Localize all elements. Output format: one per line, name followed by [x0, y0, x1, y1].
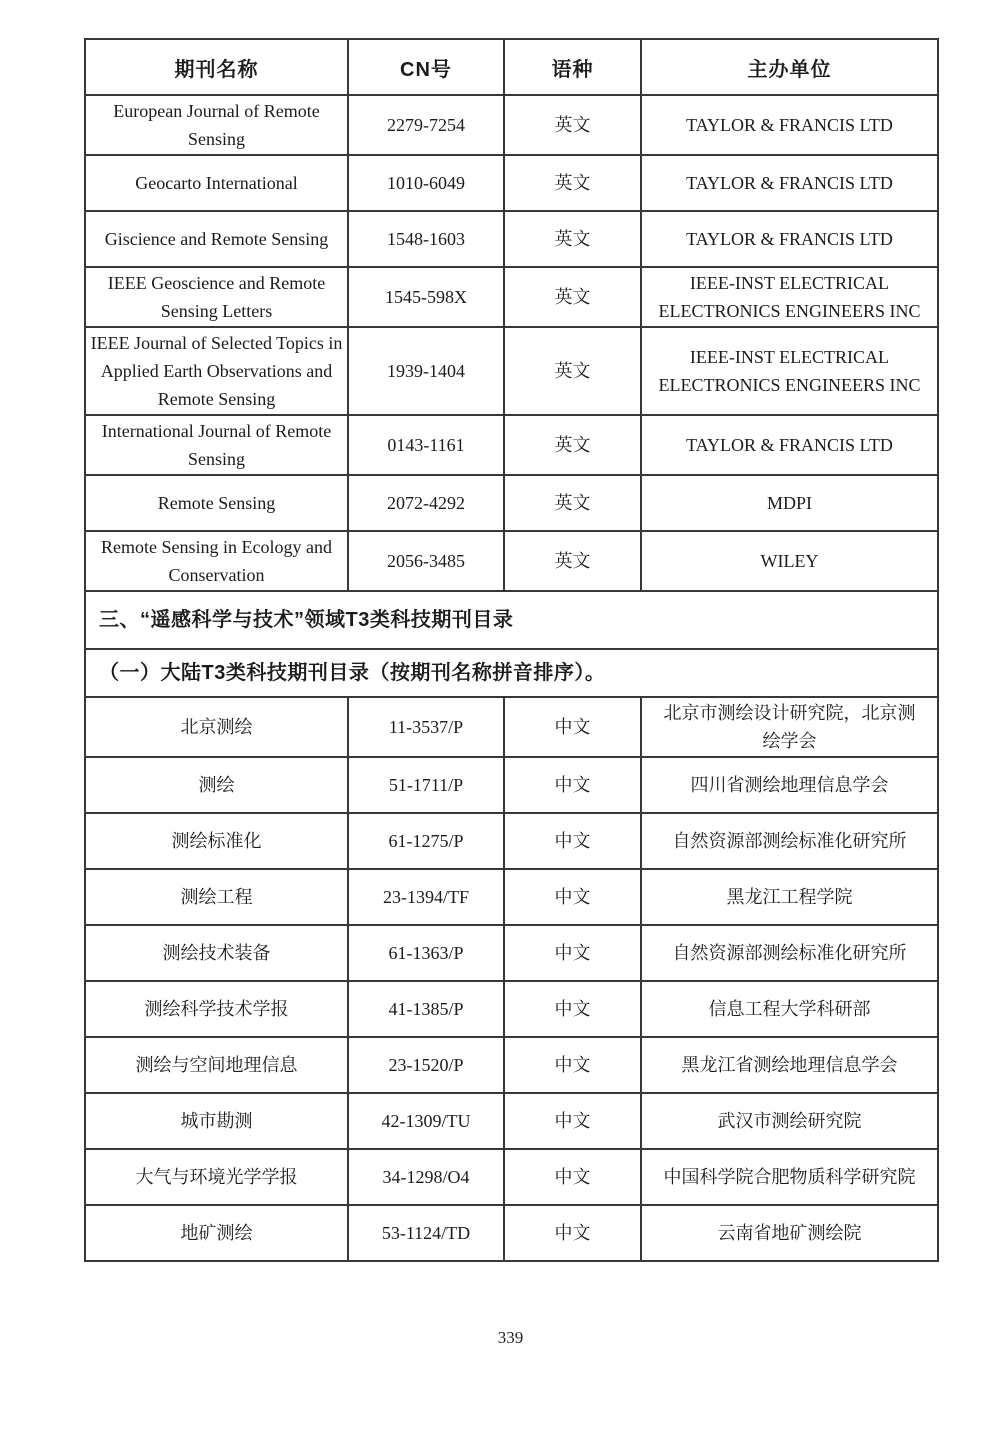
organization-cell: 自然资源部测绘标准化研究所 — [641, 813, 938, 869]
cn-number-cell: 1548-1603 — [348, 211, 504, 267]
journal-name-cell: 测绘与空间地理信息 — [85, 1037, 348, 1093]
organization-cell: 自然资源部测绘标准化研究所 — [641, 925, 938, 981]
journal-name-cell: 测绘工程 — [85, 869, 348, 925]
header-organization: 主办单位 — [641, 39, 938, 95]
journal-table-body — [85, 95, 938, 1261]
organization-cell: TAYLOR & FRANCIS LTD — [641, 95, 938, 155]
language-cell: 中文 — [504, 869, 641, 925]
cn-number-cell: 53-1124/TD — [348, 1205, 504, 1261]
organization-cell: TAYLOR & FRANCIS LTD — [641, 155, 938, 211]
header-row — [85, 39, 938, 95]
cn-number-cell: 41-1385/P — [348, 981, 504, 1037]
journal-name-cell: Remote Sensing in Ecology and Conservation — [85, 531, 348, 591]
language-cell: 中文 — [504, 697, 641, 757]
journal-name-cell: 测绘 — [85, 757, 348, 813]
organization-cell: IEEE-INST ELECTRICAL ELECTRONICS ENGINEERS INC — [641, 327, 938, 415]
section-row — [85, 591, 938, 649]
language-cell: 中文 — [504, 813, 641, 869]
language-cell: 英文 — [504, 267, 641, 327]
journal-name-cell: Remote Sensing — [85, 475, 348, 531]
organization-cell: 黑龙江省测绘地理信息学会 — [641, 1037, 938, 1093]
journal-name-cell: Giscience and Remote Sensing — [85, 211, 348, 267]
journal-name-cell: European Journal of Remote Sensing — [85, 95, 348, 155]
journal-name-cell: 城市勘测 — [85, 1093, 348, 1149]
journal-name-cell: 测绘技术装备 — [85, 925, 348, 981]
cn-number-cell: 42-1309/TU — [348, 1093, 504, 1149]
journal-name-cell: 北京测绘 — [85, 697, 348, 757]
language-cell: 英文 — [504, 211, 641, 267]
organization-cell: 黑龙江工程学院 — [641, 869, 938, 925]
table-row — [85, 531, 938, 591]
table-row — [85, 327, 938, 415]
section-row — [85, 649, 938, 697]
language-cell: 中文 — [504, 1037, 641, 1093]
language-cell: 中文 — [504, 1093, 641, 1149]
language-cell: 中文 — [504, 925, 641, 981]
table-row — [85, 267, 938, 327]
cn-number-cell: 61-1275/P — [348, 813, 504, 869]
cn-number-cell: 2279-7254 — [348, 95, 504, 155]
table-row — [85, 211, 938, 267]
organization-cell: 北京市测绘设计研究院，北京测绘学会 — [641, 697, 938, 757]
table-row — [85, 415, 938, 475]
language-cell: 中文 — [504, 757, 641, 813]
header-cn-number: CN号 — [348, 39, 504, 95]
table-row — [85, 869, 938, 925]
table-row — [85, 1149, 938, 1205]
organization-cell: WILEY — [641, 531, 938, 591]
organization-cell: TAYLOR & FRANCIS LTD — [641, 415, 938, 475]
journal-table-header — [85, 39, 938, 95]
language-cell: 英文 — [504, 155, 641, 211]
table-row — [85, 1205, 938, 1261]
table-row — [85, 155, 938, 211]
page-number: 339 — [497, 1328, 524, 1347]
organization-cell: 云南省地矿测绘院 — [641, 1205, 938, 1261]
table-row — [85, 697, 938, 757]
journal-name-cell: 测绘标准化 — [85, 813, 348, 869]
cn-number-cell: 51-1711/P — [348, 757, 504, 813]
language-cell: 中文 — [504, 1205, 641, 1261]
table-row — [85, 981, 938, 1037]
language-cell: 英文 — [504, 95, 641, 155]
table-row — [85, 813, 938, 869]
journal-name-cell: Geocarto International — [85, 155, 348, 211]
organization-cell: TAYLOR & FRANCIS LTD — [641, 211, 938, 267]
cn-number-cell: 2072-4292 — [348, 475, 504, 531]
journal-name-cell: 大气与环境光学学报 — [85, 1149, 348, 1205]
table-row — [85, 475, 938, 531]
journal-name-cell: 测绘科学技术学报 — [85, 981, 348, 1037]
language-cell: 英文 — [504, 415, 641, 475]
language-cell: 英文 — [504, 327, 641, 415]
organization-cell: IEEE-INST ELECTRICAL ELECTRONICS ENGINEERS INC — [641, 267, 938, 327]
table-row — [85, 1093, 938, 1149]
language-cell: 英文 — [504, 531, 641, 591]
journal-name-cell: International Journal of Remote Sensing — [85, 415, 348, 475]
journal-table — [84, 38, 939, 1262]
cn-number-cell: 1010-6049 — [348, 155, 504, 211]
organization-cell: 四川省测绘地理信息学会 — [641, 757, 938, 813]
header-journal-name: 期刊名称 — [85, 39, 348, 95]
cn-number-cell: 23-1394/TF — [348, 869, 504, 925]
journal-name-cell: IEEE Geoscience and Remote Sensing Letters — [85, 267, 348, 327]
organization-cell: MDPI — [641, 475, 938, 531]
table-row — [85, 95, 938, 155]
language-cell: 中文 — [504, 981, 641, 1037]
cn-number-cell: 1939-1404 — [348, 327, 504, 415]
cn-number-cell: 11-3537/P — [348, 697, 504, 757]
cn-number-cell: 61-1363/P — [348, 925, 504, 981]
cn-number-cell: 1545-598X — [348, 267, 504, 327]
language-cell: 英文 — [504, 475, 641, 531]
cn-number-cell: 34-1298/O4 — [348, 1149, 504, 1205]
table-row — [85, 1037, 938, 1093]
journal-name-cell: 地矿测绘 — [85, 1205, 348, 1261]
cn-number-cell: 2056-3485 — [348, 531, 504, 591]
organization-cell: 信息工程大学科研部 — [641, 981, 938, 1037]
cn-number-cell: 0143-1161 — [348, 415, 504, 475]
organization-cell: 中国科学院合肥物质科学研究院 — [641, 1149, 938, 1205]
language-cell: 中文 — [504, 1149, 641, 1205]
journal-name-cell: IEEE Journal of Selected Topics in Applied Earth Observations and Remote Sensing — [85, 327, 348, 415]
section-header: 三、“遥感科学与技术”领域T3类科技期刊目录 — [85, 591, 938, 649]
table-row — [85, 925, 938, 981]
header-language: 语种 — [504, 39, 641, 95]
organization-cell: 武汉市测绘研究院 — [641, 1093, 938, 1149]
cn-number-cell: 23-1520/P — [348, 1037, 504, 1093]
table-row — [85, 757, 938, 813]
section-header: （一）大陆T3类科技期刊目录（按期刊名称拼音排序）。 — [85, 649, 938, 697]
